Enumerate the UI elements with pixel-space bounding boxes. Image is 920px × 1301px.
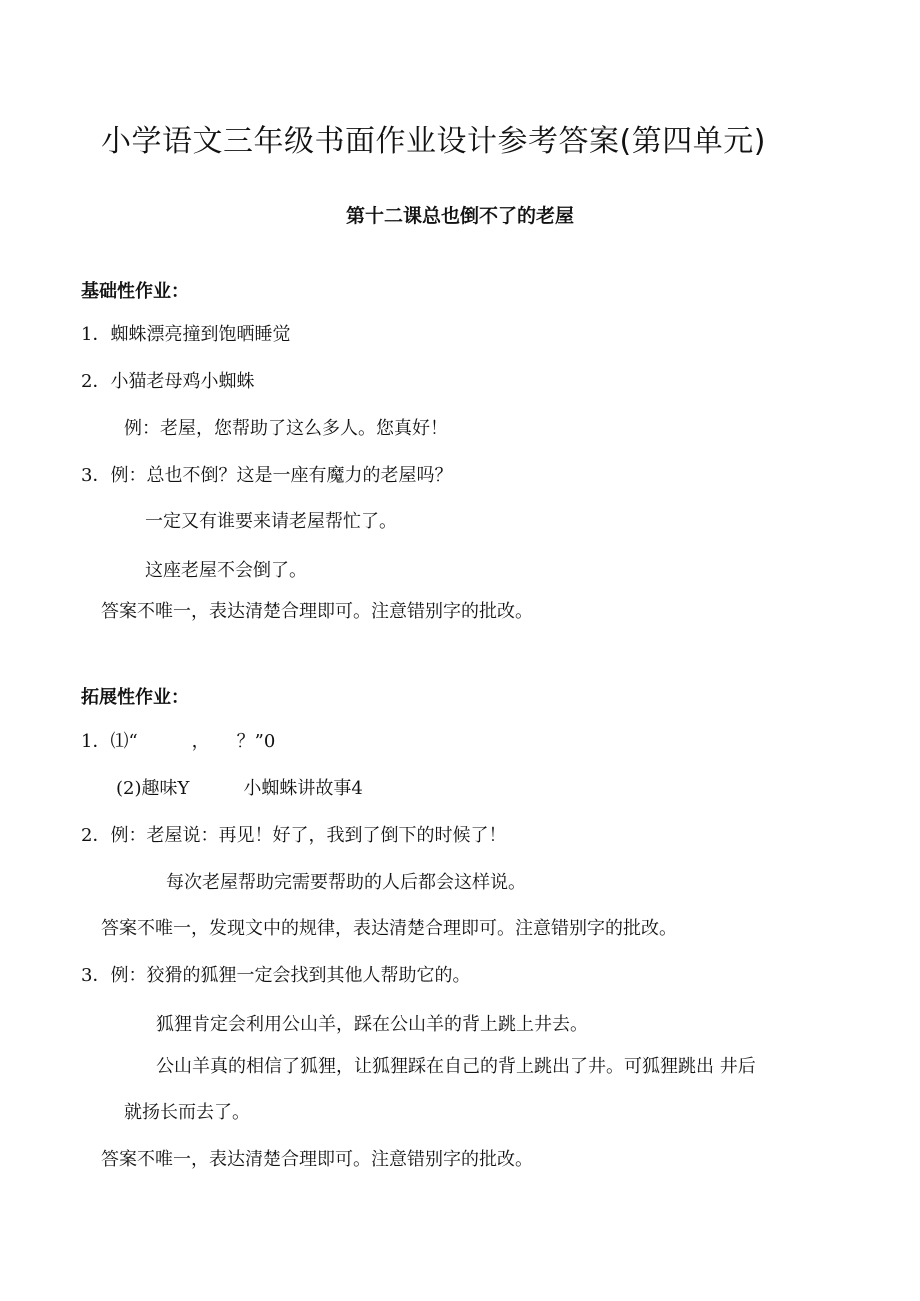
extended-answer-line: 就扬长而去了。 — [124, 1102, 250, 1123]
basic-section-heading: 基础性作业： — [81, 281, 189, 302]
extended-answer-line: 狐狸肯定会利用公山羊，踩在公山羊的背上跳上井去。 — [156, 1014, 588, 1035]
extended-answer-line: 3．例：狡猾的狐狸一定会找到其他人帮助它的。 — [81, 965, 471, 986]
extended-note-line: 答案不唯一，表达清楚合理即可。注意错别字的批改。 — [101, 1149, 533, 1170]
lesson-title: 第十二课总也倒不了的老屋 — [345, 205, 574, 227]
basic-note-line: 答案不唯一，表达清楚合理即可。注意错别字的批改。 — [101, 601, 533, 622]
extended-note-line: 答案不唯一，发现文中的规律，表达清楚合理即可。注意错别字的批改。 — [101, 918, 677, 939]
extended-answer-line: 公山羊真的相信了狐狸，让狐狸踩在自己的背上跳出了井。可狐狸跳出 井后 — [156, 1056, 756, 1077]
extended-answer-line: 2．例：老屋说：再见！好了，我到了倒下的时候了！ — [81, 825, 507, 846]
basic-answer-line: 3．例：总也不倒？这是一座有魔力的老屋吗？ — [81, 465, 453, 486]
basic-answer-line: 一定又有谁要来请老屋帮忙了。 — [145, 511, 397, 532]
basic-answer-line: 这座老屋不会倒了。 — [145, 560, 307, 581]
basic-answer-line: 例：老屋，您帮助了这么多人。您真好！ — [124, 418, 448, 439]
document-title: 小学语文三年级书面作业设计参考答案(第四单元) — [101, 124, 766, 159]
basic-answer-line: 2．小猫老母鸡小蜘蛛 — [81, 371, 255, 392]
extended-answer-line: 每次老屋帮助完需要帮助的人后都会这样说。 — [166, 872, 526, 893]
extended-answer-line: (2)趣味Y 小蜘蛛讲故事4 — [116, 778, 363, 799]
extended-answer-line: 1．⑴“ ， ？”0 — [81, 731, 276, 752]
extended-section-heading: 拓展性作业： — [81, 687, 189, 708]
basic-answer-line: 1．蜘蛛漂亮撞到饱晒睡觉 — [81, 324, 291, 345]
